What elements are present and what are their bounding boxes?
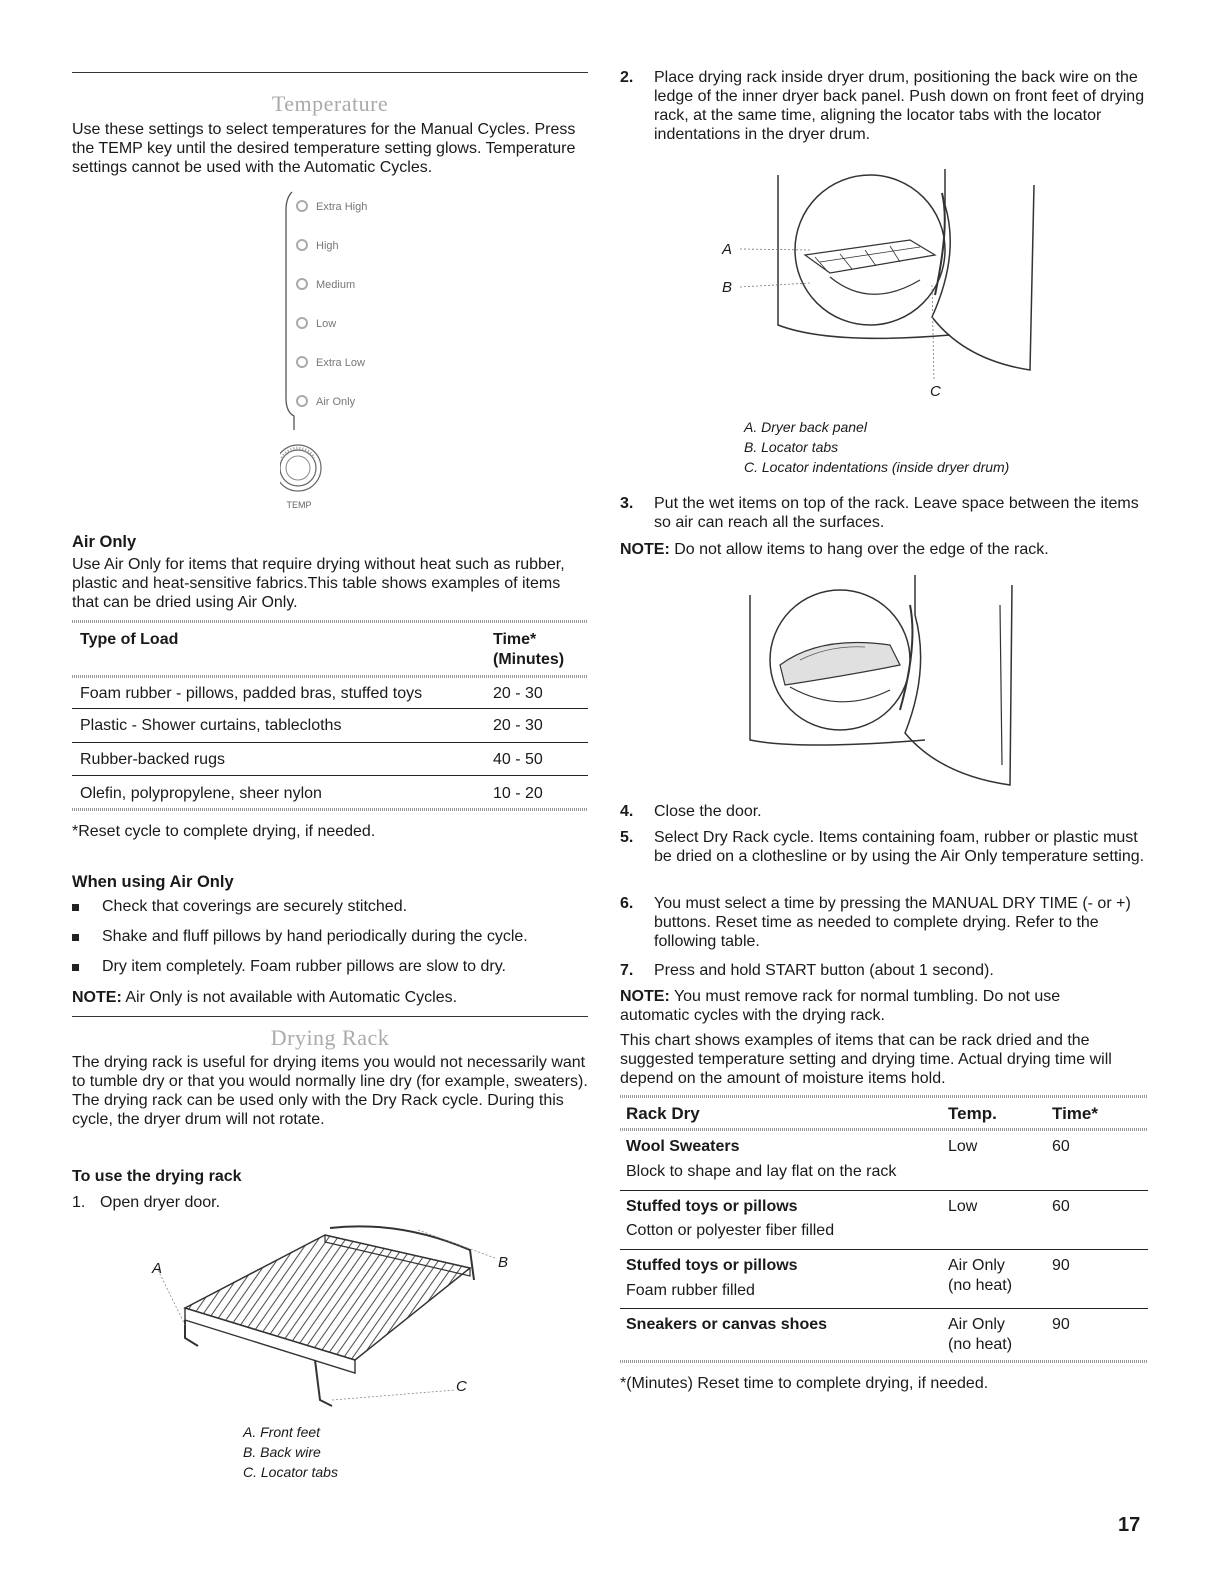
top-rule-left <box>72 72 588 73</box>
table-cell-temp: Low <box>948 1138 978 1155</box>
air-only-note: NOTE: Air Only is not available with Automatic Cycles. <box>72 989 458 1006</box>
chart-intro: This chart shows examples of items that can be rack dried and the suggested temperature setting and drying time. Actual drying time will depend on the amount of moisture items hold. <box>620 1032 1112 1087</box>
table-divider <box>72 742 588 743</box>
table-top-hatch <box>620 1095 1148 1098</box>
fig1-label-a: A <box>152 1260 163 1277</box>
table-top-hatch <box>72 620 588 623</box>
temp-knob-label: TEMP <box>286 500 312 510</box>
rack-illustration <box>140 1210 509 1425</box>
fig1-label-c: C <box>456 1378 467 1395</box>
table-header-load: Type of Load <box>80 631 179 648</box>
radio-dot-icon <box>296 356 308 368</box>
bullet-icon <box>72 904 79 911</box>
bullet-icon <box>72 934 79 941</box>
drying-rack-rule <box>72 1016 588 1017</box>
table-divider <box>620 1308 1148 1309</box>
dryer-drum-rack-diagram <box>710 165 1050 400</box>
temp-option-extra-low: Extra Low <box>296 356 365 369</box>
table-row: Olefin, polypropylene, sheer nylon <box>80 785 322 802</box>
table-cell-time: 90 <box>1052 1316 1070 1333</box>
table-row: Plastic - Shower curtains, tablecloths <box>80 717 342 734</box>
drying-rack-intro: The drying rack is useful for drying items you would not necessarily want to tumble dry or that you would normally line dry (for example, sweaters). The drying rack can be used only with the Dry Rack cycle. During this cycle, the dryer drum will not rotate. <box>72 1054 588 1128</box>
table-cell-detail: Block to shape and lay flat on the rack <box>626 1163 897 1180</box>
dryer-drum-figure-2 <box>740 575 1030 790</box>
fig1-caption-b: B. Back wire <box>243 1444 321 1460</box>
temperature-selector <box>280 190 420 520</box>
temp-option-air-only: Air Only <box>296 395 355 408</box>
table-cell-time: 20 - 30 <box>493 685 543 702</box>
table-row: Wool Sweaters <box>626 1138 740 1155</box>
bullet-icon <box>72 964 79 971</box>
radio-dot-icon <box>296 317 308 329</box>
table-bottom-hatch <box>620 1360 1148 1363</box>
table-row: Sneakers or canvas shoes <box>626 1316 828 1333</box>
table-bottom-hatch <box>72 808 588 811</box>
note-hang-edge: NOTE: Do not allow items to hang over the edge of the rack. <box>620 541 1049 558</box>
temperature-heading: Temperature <box>271 91 389 116</box>
table-header-temp: Temp. <box>948 1104 997 1123</box>
drying-rack-figure <box>140 1210 500 1425</box>
fig2-label-a: A <box>722 241 733 258</box>
table-cell-time: 60 <box>1052 1198 1070 1215</box>
air-only-footnote: *Reset cycle to complete drying, if needed. <box>72 823 376 840</box>
note-remove-rack: NOTE: You must remove rack for normal tumbling. Do not use automatic cycles with the drying rack. <box>620 988 1061 1024</box>
table-cell-temp-note: (no heat) <box>948 1277 1013 1294</box>
table-cell-temp: Low <box>948 1198 978 1215</box>
table-header-time: Time* <box>493 631 537 648</box>
fig2-label-c: C <box>930 383 941 400</box>
air-only-text: Use Air Only for items that require drying without heat such as rubber, plastic and heat-sensitive fabrics.This table shows examples of items that can be dried using Air Only. <box>72 556 565 611</box>
fig1-caption-c: C. Locator tabs <box>243 1464 338 1480</box>
table-cell-detail: Foam rubber filled <box>626 1282 755 1299</box>
temp-option-low: Low <box>296 317 336 330</box>
table-cell-detail: Cotton or polyester fiber filled <box>626 1222 835 1239</box>
when-using-title: When using Air Only <box>72 873 234 891</box>
table-cell-time: 10 - 20 <box>493 785 543 802</box>
rack-table-footnote: *(Minutes) Reset time to complete drying, if needed. <box>620 1375 989 1392</box>
table-cell-time: 60 <box>1052 1138 1070 1155</box>
table-divider <box>620 1190 1148 1191</box>
table-header-time: Time* <box>1052 1104 1098 1123</box>
table-row: Rubber-backed rugs <box>80 751 225 768</box>
table-row: Stuffed toys or pillows <box>626 1257 798 1274</box>
table-divider <box>620 1249 1148 1250</box>
radio-dot-icon <box>296 239 308 251</box>
table-header-hatch <box>72 675 588 678</box>
table-cell-temp: Air Only <box>948 1257 1005 1274</box>
fig2-caption-c: C. Locator indentations (inside dryer drum) <box>744 459 1010 475</box>
air-only-title: Air Only <box>72 533 137 551</box>
dryer-drum-figure-1 <box>710 165 1050 400</box>
radio-dot-icon <box>296 200 308 212</box>
fig1-label-b: B <box>498 1254 509 1271</box>
dryer-drum-loaded-diagram <box>740 575 1030 790</box>
temp-option-extra-high: Extra High <box>296 200 367 213</box>
table-header-hatch <box>620 1128 1148 1131</box>
drying-rack-heading: Drying Rack <box>270 1025 390 1050</box>
radio-dot-icon <box>296 395 308 407</box>
table-header-rack-dry: Rack Dry <box>626 1104 700 1123</box>
fig2-caption-a: A. Dryer back panel <box>744 419 867 435</box>
page-number: 17 <box>1118 1514 1141 1536</box>
table-cell-temp: Air Only <box>948 1316 1005 1333</box>
use-rack-title: To use the drying rack <box>72 1168 242 1185</box>
table-divider <box>72 708 588 709</box>
fig1-caption-a: A. Front feet <box>243 1424 321 1440</box>
temperature-intro: Use these settings to select temperatures for the Manual Cycles. Press the TEMP key until the desired temperature setting glows. Temperature settings cannot be used with the Automatic Cycles. <box>72 121 576 176</box>
radio-dot-icon <box>296 278 308 290</box>
table-divider <box>72 775 588 776</box>
table-header-minutes: (Minutes) <box>493 651 565 668</box>
fig2-caption-b: B. Locator tabs <box>744 439 839 455</box>
temp-option-high: High <box>296 239 339 252</box>
table-cell-time: 90 <box>1052 1257 1070 1274</box>
table-cell-temp-note: (no heat) <box>948 1336 1013 1353</box>
temp-option-medium: Medium <box>296 278 355 291</box>
table-cell-time: 20 - 30 <box>493 717 543 734</box>
table-row: Stuffed toys or pillows <box>626 1198 798 1215</box>
fig2-label-b: B <box>722 279 733 296</box>
table-cell-time: 40 - 50 <box>493 751 543 768</box>
table-row: Foam rubber - pillows, padded bras, stuffed toys <box>80 685 423 702</box>
